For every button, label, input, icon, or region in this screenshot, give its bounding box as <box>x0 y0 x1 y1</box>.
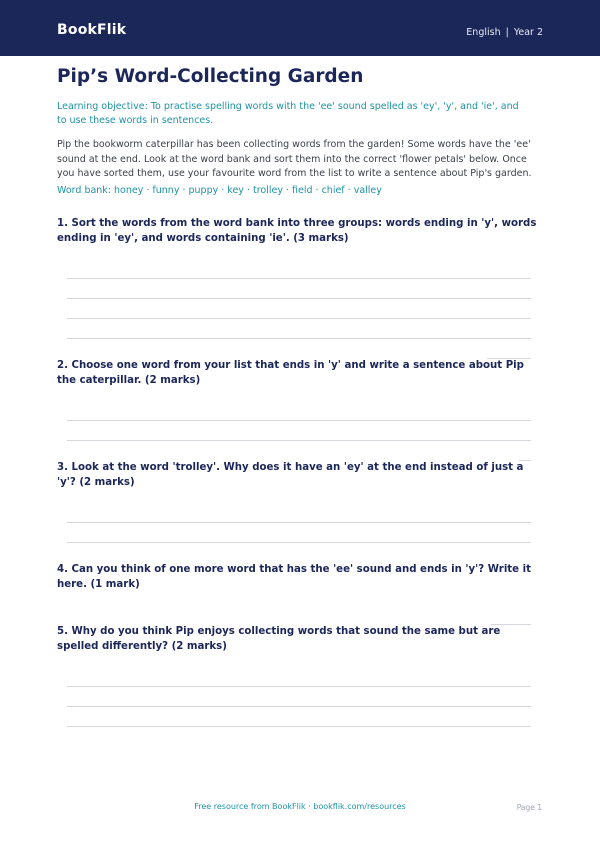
intro-paragraph: Pip the bookworm caterpillar has been collecting words from the garden! Some words have the 'ee' sound at the end. Look at the word bank and sort them into the correct 'flower petals' below. Once you have sorted them, use your favourite word from the list to write a sentence about Pip's garden. <box>57 139 532 179</box>
footer-link[interactable]: Free resource from BookFlik · bookflik.com/resources <box>194 802 406 811</box>
header-bar <box>0 0 600 56</box>
answer-line[interactable] <box>67 298 531 299</box>
question-1: 1. Sort the words from the word bank into three groups: words ending in 'y', words ending in 'ey', and words containing 'ie'. (3 marks) <box>57 218 537 244</box>
header-meta <box>466 27 543 38</box>
year-label: Year 2 <box>513 27 543 38</box>
answer-line[interactable] <box>67 686 531 687</box>
answer-line[interactable] <box>67 726 531 727</box>
answer-line[interactable] <box>67 318 531 319</box>
answer-line[interactable] <box>67 338 531 339</box>
page-number: Page 1 <box>516 803 542 812</box>
subject-label: English <box>466 27 501 38</box>
question-4: 4. Can you think of one more word that has the 'ee' sound and ends in 'y'? Write it here. (1 mark) <box>57 564 531 590</box>
question-5: 5. Why do you think Pip enjoys collecting words that sound the same but are spelled differently? (2 marks) <box>57 626 501 652</box>
answer-line[interactable] <box>67 278 531 279</box>
word-bank: Word bank: honey · funny · puppy · key · trolley · field · chief · valley <box>57 185 382 196</box>
page-title: Pip’s Word-Collecting Garden <box>57 66 364 87</box>
brand-logo: BookFlik <box>57 22 127 38</box>
answer-line[interactable] <box>67 420 531 421</box>
answer-line[interactable] <box>67 440 531 441</box>
question-2: 2. Choose one word from your list that ends in 'y' and write a sentence about Pip the caterpillar. (2 marks) <box>57 360 524 386</box>
answer-line[interactable] <box>67 522 531 523</box>
question-3: 3. Look at the word 'trolley'. Why does it have an 'ey' at the end instead of just a 'y'? (2 marks) <box>57 462 524 488</box>
learning-objective: Learning objective: To practise spelling words with the 'ee' sound spelled as 'ey', 'y', and 'ie', and to use these words in sentences. <box>57 101 519 126</box>
answer-line[interactable] <box>67 542 531 543</box>
answer-line[interactable] <box>67 706 531 707</box>
header-separator: | <box>505 27 509 38</box>
